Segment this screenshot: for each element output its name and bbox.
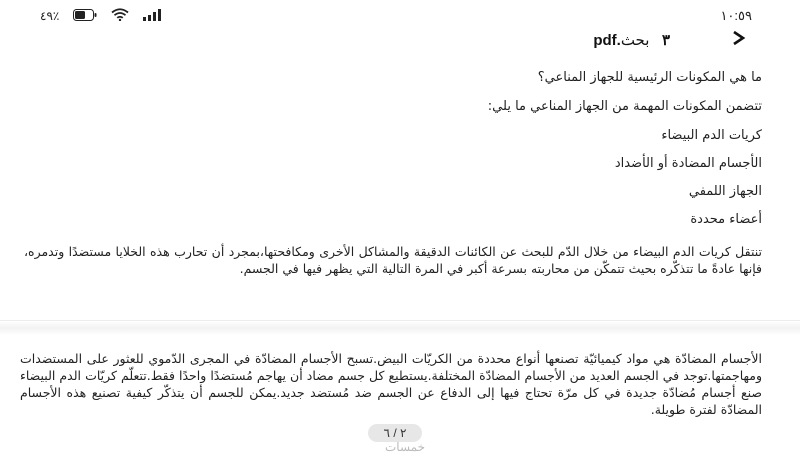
status-left-group (40, 8, 161, 24)
page-indicator: ٢ / ٦ (368, 424, 422, 442)
status-bar (0, 0, 800, 28)
list-item: كريات الدم البيضاء (661, 128, 762, 143)
back-chevron-icon[interactable] (732, 30, 746, 48)
list-item: الأجسام المضادة أو الأضداد (614, 156, 762, 171)
page2-paragraph: الأجسام المضادّة هي مواد كيميائيّة تصنعها أنواع محددة من الكريّات البيض.تسبح الأجسام المضادّة في المجرى الدّموي للعثور على المستضدات ومهاجمتها.توجد في الجسم العديد من الأجسام المضادّة المختلفة.يستطيع كل جسم مضاد أن يهاجم مُستضدًا واحدًا فقط.تتعلّم كريّات الدم البيضاء صنع أجسام مُضادّة جديدة في كل مرّة تحتاج فيها إلى الدفاع عن الجسم ضد مُستضد جديد.يمكن للجسم أن يتذكّر كيفية تصنيع هذه الأجسام المضادّة لفترة طويلة. (20, 351, 762, 417)
status-time: ١٠:٥٩ (720, 8, 752, 23)
page-divider (0, 320, 800, 335)
wifi-icon (111, 8, 129, 24)
search-label: بحث (620, 32, 650, 49)
list-item: أعضاء محددة (690, 212, 762, 227)
signal-icon (143, 9, 161, 24)
battery-percent: ٤٩٪ (40, 9, 60, 23)
battery-icon (73, 9, 97, 24)
file-name: pdf.٣ (593, 32, 670, 49)
page1-question: ما هي المكونات الرئيسية للجهاز المناعي؟ (537, 70, 762, 85)
document-page-2 (0, 336, 800, 460)
document-page-1 (0, 50, 800, 320)
top-bar (0, 28, 800, 50)
list-item: الجهاز اللمفي (688, 184, 762, 199)
page1-paragraph: تنتقل كريات الدم البيضاء من خلال الدّم للبحث عن الكائنات الدقيقة والمشاكل الأخرى ومكافحتها،بمجرد أن تحارب هذه الخلايا مستضدًا وتدمره، فإنها عادةً ما تتذكّره بحيث تتمكّن من محاربته بسرعة أكبر في المرة التالية التي يظهر فيها في الجسم. (24, 244, 762, 276)
watermark: خمسات (384, 440, 425, 454)
search-title[interactable] (593, 31, 670, 49)
page1-intro: تتضمن المكونات المهمة من الجهاز المناعي ما يلي: (487, 99, 762, 114)
